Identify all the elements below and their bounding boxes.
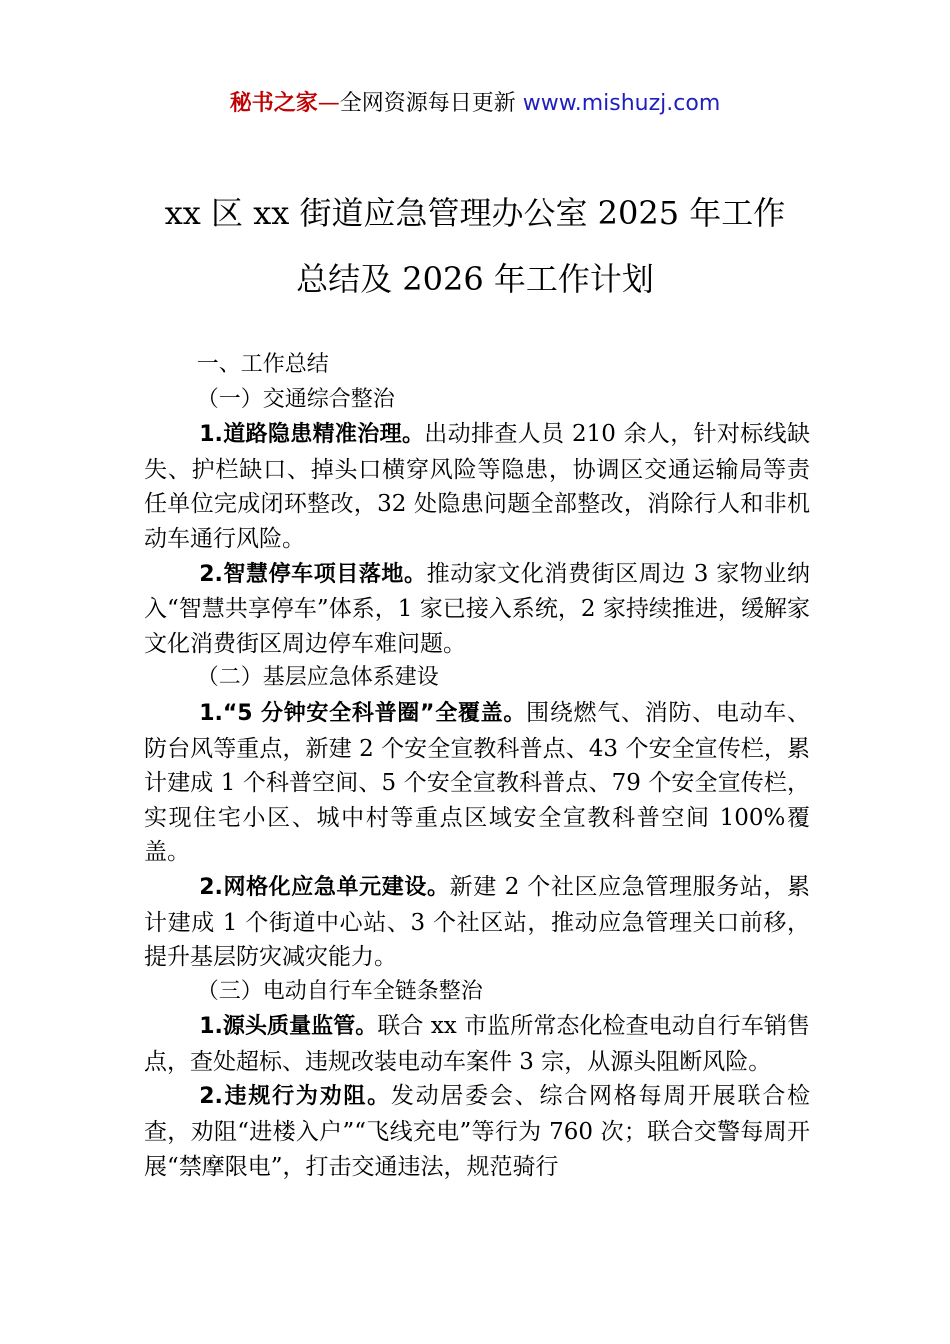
- paragraph-lead: 1.道路隐患精准治理。: [199, 422, 425, 448]
- document-body: [144, 348, 810, 1184]
- title-line-1: xx 区 xx 街道应急管理办公室 2025 年工作: [164, 194, 786, 232]
- banner-dash: —: [317, 91, 340, 116]
- paragraph: [144, 1009, 810, 1079]
- document-title: [0, 180, 950, 312]
- paragraph-text: 新建 2 个社区应急管理服务站，累计建成 1 个街道中心站、3 个社区站，推动应急管理关口前移，提升基层防灾减灾能力。: [144, 873, 810, 971]
- title-line-2: 总结及 2026 年工作计划: [296, 260, 654, 298]
- subsection-heading: （二）基层应急体系建设: [196, 665, 439, 691]
- paragraph-lead: 2.违规行为劝阻。: [199, 1084, 391, 1110]
- site-brand: 秘书之家: [229, 91, 318, 116]
- paragraph-text: 发动居委会、综合网格每周开展联合检查，劝阻“进楼入户”“飞线充电”等行为 760 次；联合交警每周开展“禁摩限电”，打击交通违法，规范骑行: [144, 1083, 810, 1180]
- paragraph-text: 围绕燃气、消防、电动车、防台风等重点，新建 2 个安全宣教科普点、43 个安全宣传栏，累计建成 1 个科普空间、5 个安全宣教科普点、79 个安全宣传栏，实现住宅小区、城中村等重点区域安全宣教科普空间 100%覆盖。: [144, 699, 810, 866]
- site-banner: [0, 88, 950, 120]
- paragraph-lead: 2.智慧停车项目落地。: [199, 561, 427, 587]
- paragraph: [144, 870, 810, 975]
- paragraph: [144, 417, 810, 556]
- site-slogan: 全网资源每日更新: [339, 91, 523, 116]
- subsection-heading: （一）交通综合整治: [196, 386, 395, 412]
- paragraph-lead: 1.源头质量监管。: [199, 1014, 378, 1040]
- paragraph-text: 推动家文化消费街区周边 3 家物业纳入“智慧共享停车”体系，1 家已接入系统，2 家持续推进，缓解家文化消费街区周边停车难问题。: [144, 560, 810, 657]
- subsection-heading: （三）电动自行车全链条整治: [196, 978, 483, 1004]
- paragraph-lead: 1.“5 分钟安全科普圈”全覆盖。: [199, 700, 527, 726]
- paragraph-lead: 2.网格化应急单元建设。: [199, 874, 450, 900]
- section-heading: 一、工作总结: [196, 352, 329, 377]
- site-url-link[interactable]: www.mishuzj.com: [522, 91, 721, 116]
- paragraph: [144, 1079, 810, 1184]
- paragraph: [144, 557, 810, 662]
- paragraph-text: 出动排查人员 210 余人，针对标线缺失、护栏缺口、掉头口横穿风险等隐患，协调区交通运输局等责任单位完成闭环整改，32 处隐患问题全部整改，消除行人和非机动车通行风险。: [144, 421, 810, 552]
- paragraph: [144, 696, 810, 870]
- paragraph-text: 联合 xx 市监所常态化检查电动自行车销售点，查处超标、违规改装电动车案件 3 宗，从源头阻断风险。: [144, 1013, 810, 1075]
